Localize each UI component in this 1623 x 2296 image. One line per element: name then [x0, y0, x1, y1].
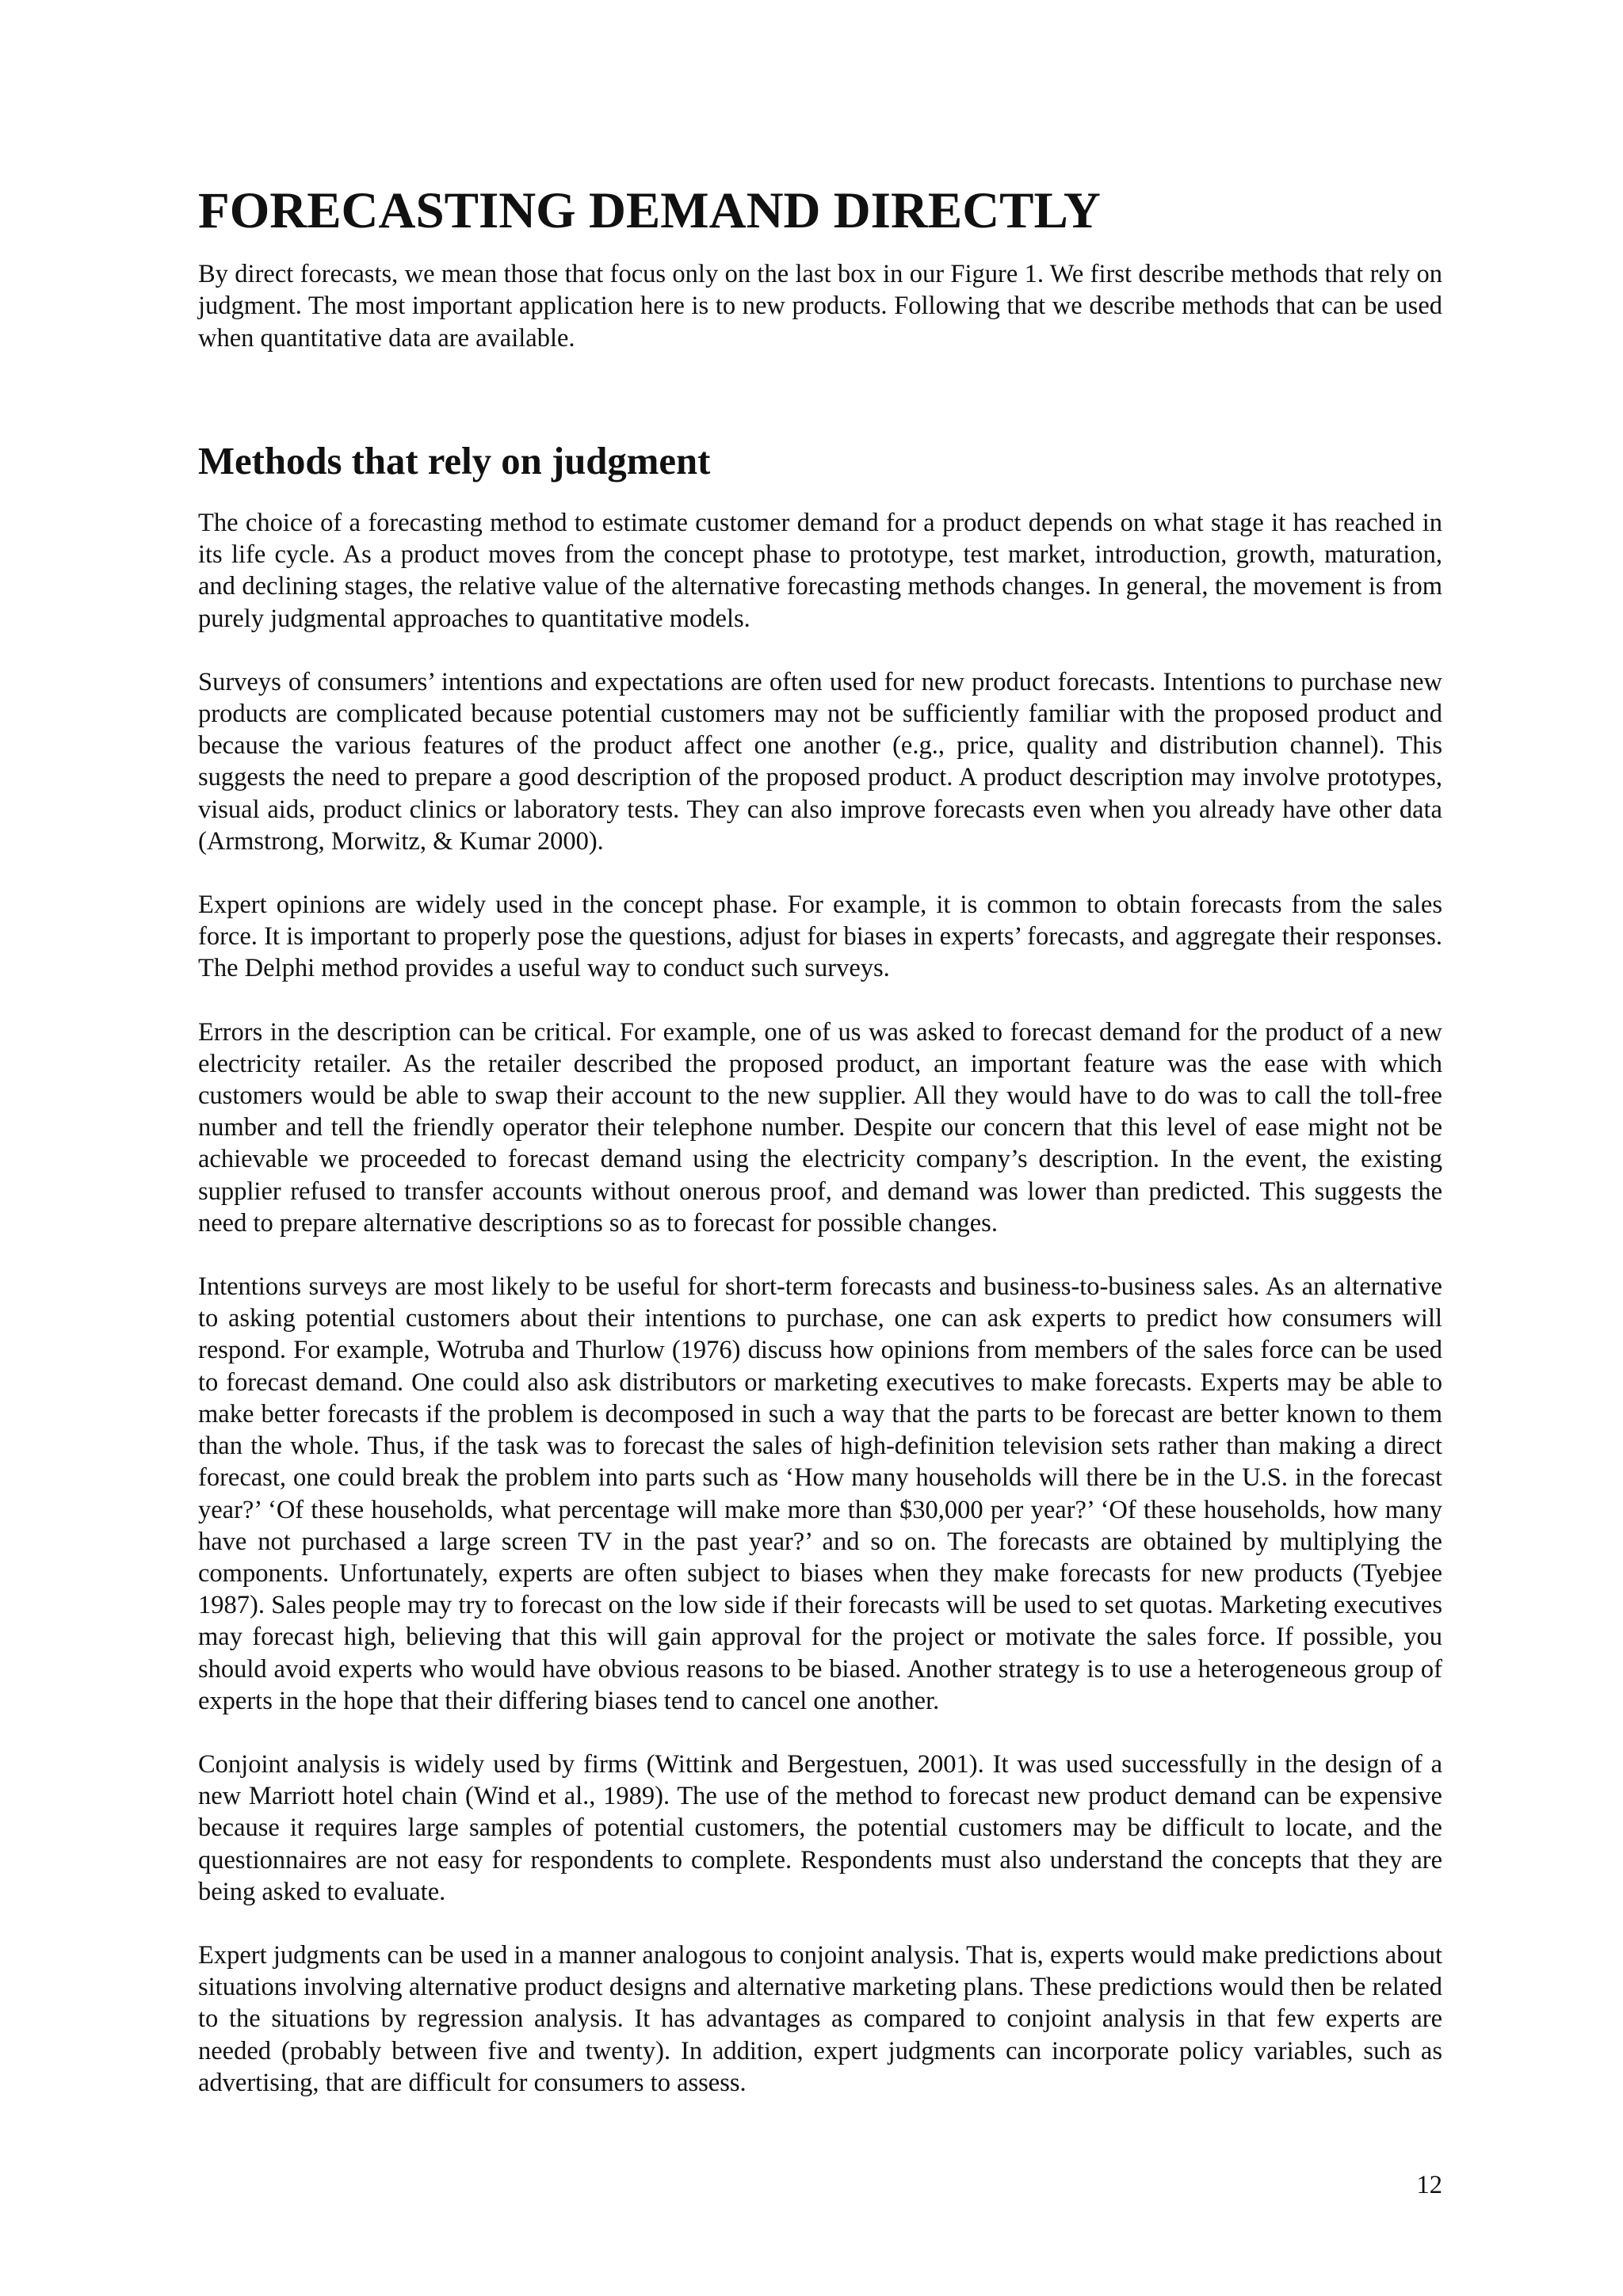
paragraph-short-term-forecasts: Intentions surveys are most likely to be useful for short-term forecasts and business-to-business sales. As an alternative to asking potential customers about their intentions to purchase, one can ask experts to predict how consumers will respond. For example, Wotruba and Thurlow (1976) discuss how opinions from members of the sales force can be used to forecast demand. One could also ask distributors or marketing executives to make forecasts. Experts may be able to make better forecasts if the problem is decomposed in such a way that the parts to be forecast are better known to them than the whole. Thus, if the task was to forecast the sales of high-definition television sets rather than making a direct forecast, one could break the problem into parts such as ‘How many households will there be in the U.S. in the forecast year?’ ‘Of these households, what percentage will make more than $30,000 per year?’ ‘Of these households, how many have not purchased a large screen TV in the past year?’ and so on. The forecasts are obtained by multiplying the components. Unfortunately, experts are often subject to biases when they make forecasts for new products (Tyebjee 1987). Sales people may try to forecast on the low side if their forecasts will be used to set quotas. Marketing executives may forecast high, believing that this will gain approval for the project or motivate the sales force. If possible, you should avoid experts who would have obvious reasons to be biased. Another strategy is to use a heterogeneous group of experts in the hope that their differing biases tend to cancel one another.	[198, 1272, 1442, 1715]
paragraph-description-errors: Errors in the description can be critical. For example, one of us was asked to forecast demand for the product of a new electricity retailer. As the retailer described the proposed product, an important feature was the ease with which customers would be able to swap their account to the new supplier. All they would have to do was to call the toll-free number and tell the friendly operator their telephone number. Despite our concern that this level of ease might not be achievable we proceeded to forecast demand using the electricity company’s description. In the event, the existing supplier refused to transfer accounts without onerous proof, and demand was lower than predicted. This suggests the need to prepare alternative descriptions so as to forecast for possible changes.	[198, 1017, 1442, 1238]
section-title: FORECASTING DEMAND DIRECTLY	[198, 182, 1101, 239]
paragraph-expert-opinions: Expert opinions are widely used in the concept phase. For example, it is common to obtain forecasts from the sales force. It is important to properly pose the questions, adjust for biases in experts’ forecasts, and aggregate their responses. The Delphi method provides a useful way to conduct such surveys.	[198, 891, 1442, 983]
paragraph-conjoint-analysis: Conjoint analysis is widely used by firms (Wittink and Bergestuen, 2001). It was used successfully in the design of a new Marriott hotel chain (Wind et al., 1989). The use of the method to forecast new product demand can be expensive because it requires large samples of potential customers, the potential customers may be difficult to locate, and the questionnaires are not easy for respondents to complete. Respondents must also understand the concepts that they are being asked to evaluate.	[198, 1749, 1442, 1906]
document-page	[198, 182, 1442, 2099]
paragraph-expert-judgments: Expert judgments can be used in a manner analogous to conjoint analysis. That is, experts would make predictions about situations involving alternative product designs and alternative marketing plans. These predictions would then be related to the situations by regression analysis. It has advantages as compared to conjoint analysis in that few experts are needed (probably between five and twenty). In addition, expert judgments can incorporate policy variables, such as advertising, that are difficult for consumers to assess.	[198, 1940, 1442, 2097]
paragraph-intentions-surveys: Surveys of consumers’ intentions and expectations are often used for new product forecasts. Intentions to purchase new products are complicated because potential customers may not be sufficiently familiar with the proposed product and because the various features of the product affect one another (e.g., price, quality and distribution channel). This suggests the need to prepare a good description of the proposed product. A product description may involve prototypes, visual aids, product clinics or laboratory tests. They can also improve forecasts even when you already have other data (Armstrong, Morwitz, & Kumar 2000).	[198, 667, 1442, 856]
page-number: 12	[1416, 2171, 1442, 2199]
subsection-title: Methods that rely on judgment	[198, 439, 711, 482]
intro-paragraph: By direct forecasts, we mean those that focus only on the last box in our Figure 1. We first describe methods that rely on judgment. The most important application here is to new products. Following that we describe methods that can be used when quantitative data are available.	[198, 260, 1442, 353]
paragraph-life-cycle: The choice of a forecasting method to estimate customer demand for a product depends on what stage it has reached in its life cycle. As a product moves from the concept phase to prototype, test market, introduction, growth, maturation, and declining stages, the relative value of the alternative forecasting methods changes. In general, the movement is from purely judgmental approaches to quantitative models.	[198, 509, 1442, 633]
